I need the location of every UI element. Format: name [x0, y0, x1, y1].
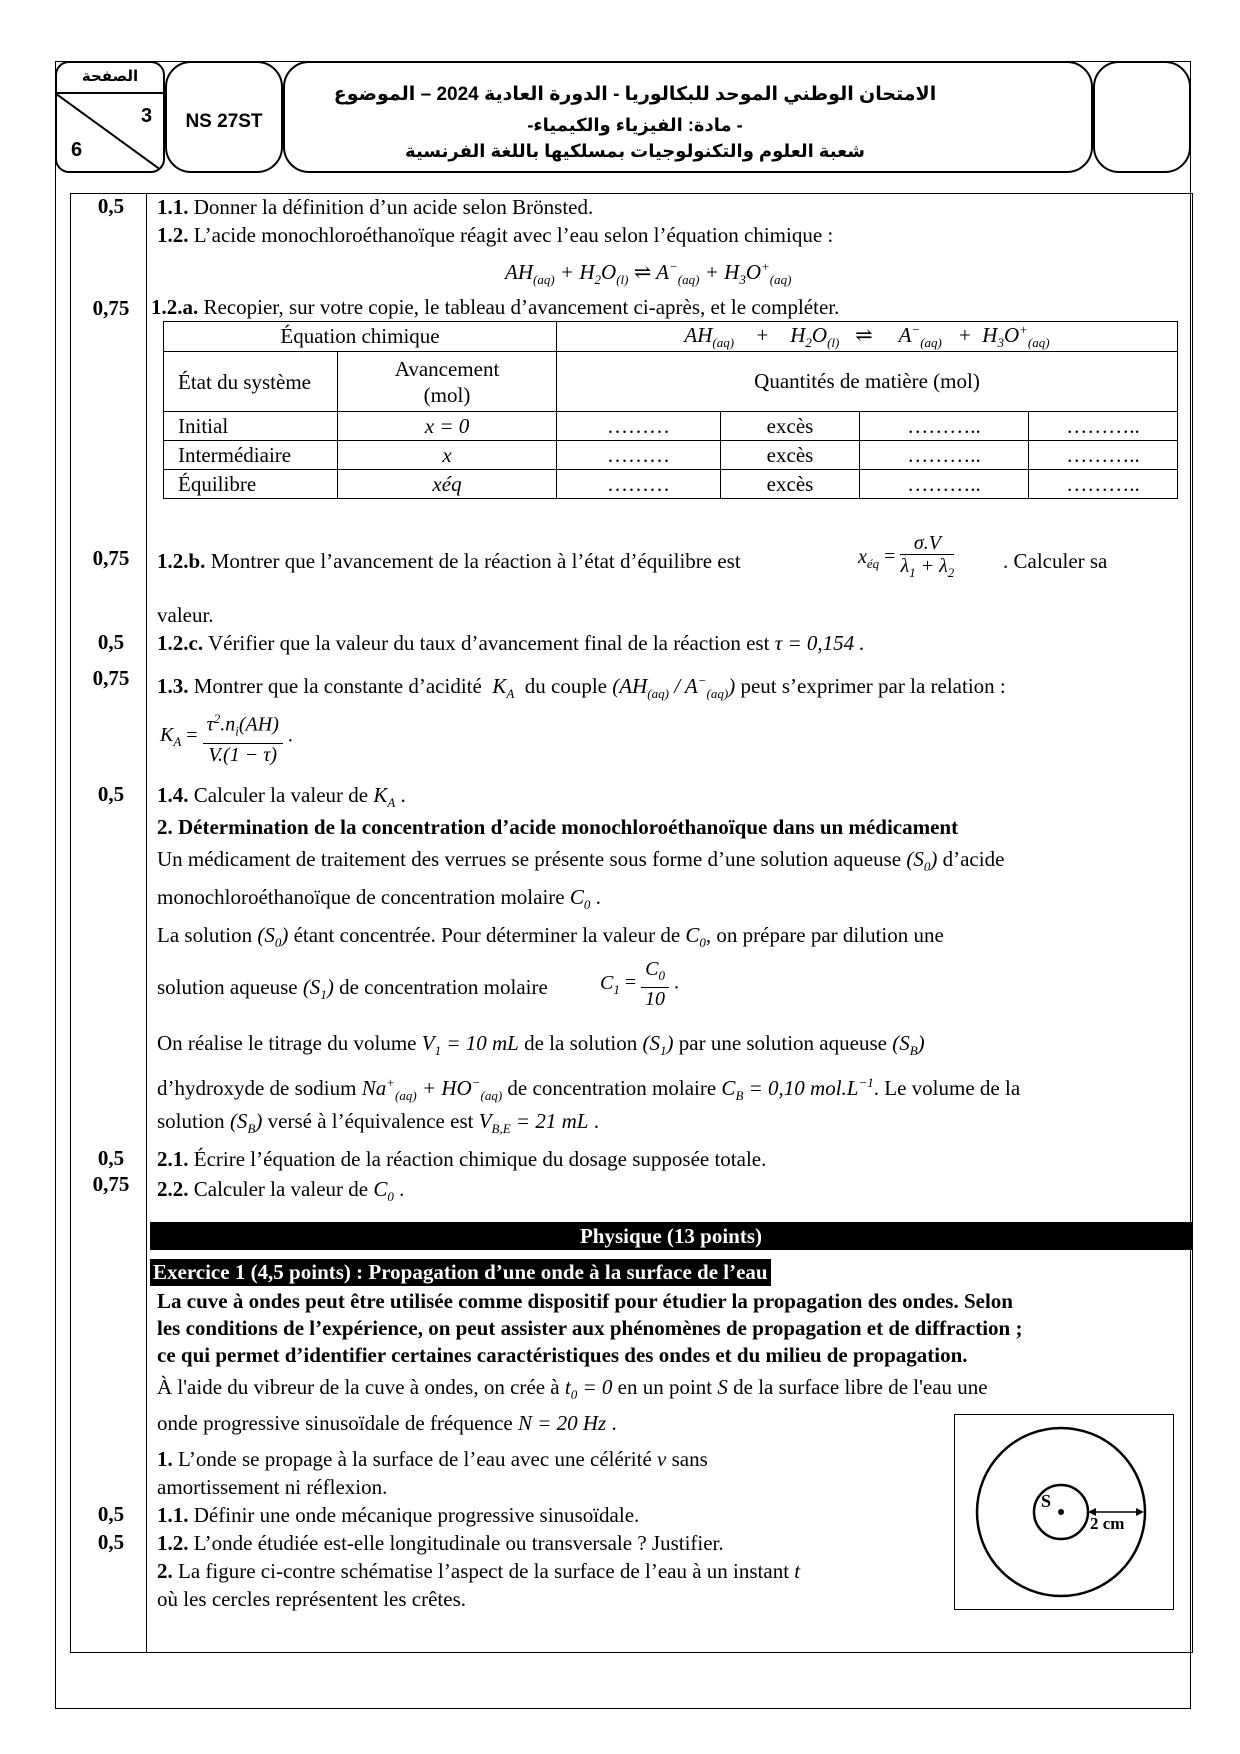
question-1-2b-continued: valeur.: [157, 603, 214, 627]
score: 0,5: [97, 1502, 125, 1526]
table-row: [164, 412, 1178, 441]
paragraph-line: onde progressive sinusoïdale de fréquence N = 20 Hz .: [157, 1411, 617, 1435]
table-header-reaction: $AH_{(aq)}$ + $H_2O_{(l)}$ ⇌ $A^-_{(aq)} + H_3O^+_{(aq)}$: [557, 322, 1178, 352]
table-cell: excès: [721, 441, 860, 470]
page-label: الصفحة: [81, 68, 139, 85]
question-1-1-physics: 1.1. Définir une onde mécanique progressive sinusoïdale.: [157, 1503, 640, 1527]
question-1-2b-end: . Calculer sa: [1003, 549, 1108, 573]
question-1-2b: 1.2.b. Montrer que l’avancement de la réaction à l’état d’équilibre est: [157, 549, 741, 573]
score: 0,5: [97, 782, 125, 806]
section-2-title: 2. Détermination de la concentration d’acide monochloroéthanoïque dans un médicament: [157, 815, 959, 839]
score: 0,5: [97, 630, 125, 654]
table-cell: ………..: [860, 441, 1029, 470]
source-label: S: [1041, 1491, 1052, 1511]
wave-figure: [954, 1414, 1174, 1610]
exam-title-line3: شعبة العلوم والتكنولوجيات بمسلكيها باللغة الفرنسية: [405, 141, 865, 161]
table-cell: ………..: [1029, 412, 1178, 441]
physics-banner: Physique (13 points): [150, 1222, 1192, 1250]
paragraph-line: d’hydroxyde de sodium $Na^+_{(aq)} + HO^-_{(aq)}$ de concentration molaire $C_B = 0,10$ $mol.L^{-1}$. Le volume de la: [157, 1075, 1021, 1104]
table-cell: ………: [557, 412, 721, 441]
paragraph-line: À l'aide du vibreur de la cuve à ondes, on crée à $t_0 = 0$ en un point S de la surface libre de l'eau une: [157, 1375, 988, 1403]
page-number: 3: [141, 105, 153, 127]
question-1-3: 1.3. Montrer que la constante d’acidité $K_A$ du couple $(AH_{(aq)} / A^-_{(aq)})$ peut s’exprimer par la relation :: [157, 673, 1006, 702]
exam-title-line2: - مادة: الفيزياء والكيمياء-: [527, 115, 743, 135]
paragraph-line: On réalise le titrage du volume $V_1 = 10$ mL de la solution $(S_1)$ par une solution aqueuse $(S_B)$: [157, 1031, 925, 1059]
exam-code: NS 27ST: [185, 111, 263, 132]
question-1: 1. L’onde se propage à la surface de l’eau avec une célérité v sans: [157, 1447, 708, 1471]
table-cell: ………..: [860, 470, 1029, 499]
reaction-equation: $AH_{(aq)} + H_2O_{(l)}$ ⇌ $A^-_{(aq)} + H_3O^+_{(aq)}$: [505, 259, 792, 288]
table-header-advancement: Avancement (mol): [338, 352, 557, 412]
ka-formula: $K_A$ = $\frac{\tau^2.n_i(AH)}{V.(1 - \tau)}$ .: [160, 708, 293, 766]
score: 0,5: [97, 194, 125, 218]
c1-formula: $C_1$ = $\frac{C_0}{10}$ .: [600, 958, 679, 1010]
x-eq-formula: $x_{éq}$ = $\frac{\sigma.V}{\lambda_1 + \lambda_2}$: [858, 532, 955, 580]
question-1-2a: 1.2.a. Recopier, sur votre copie, le tableau d’avancement ci-après, et le compléter.: [151, 295, 840, 319]
table-cell: excès: [721, 470, 860, 499]
question-2-continued: où les cercles représentent les crêtes.: [157, 1587, 467, 1611]
question-2-physics: 2. La figure ci-contre schématise l’aspect de la surface de l’eau à un instant t: [157, 1559, 801, 1583]
paragraph-line: La solution $(S_0)$ étant concentrée. Pour déterminer la valeur de $C_0$, on prépare par dilution une: [157, 923, 944, 951]
score: 0,75: [92, 296, 130, 320]
exam-title-line1: الامتحان الوطني الموحد للبكالوريا - الدورة العادية 2024 – الموضوع: [333, 84, 937, 105]
source-point: [1058, 1509, 1064, 1515]
score: 0,5: [97, 1530, 125, 1554]
table-cell: xéq: [338, 470, 557, 499]
exercise-1-title: Exercice 1 (4,5 points) : Propagation d’une onde à la surface de l’eau: [150, 1259, 771, 1286]
question-2-2: 2.2. Calculer la valeur de $C_0$ .: [157, 1177, 405, 1205]
score: 0,75: [92, 546, 130, 570]
progress-table: [163, 321, 1178, 499]
table-cell: ………..: [1029, 441, 1178, 470]
question-1-2: 1.2. L’acide monochloroéthanoïque réagit avec l’eau selon l’équation chimique :: [157, 223, 834, 247]
distance-label: 2 cm: [1090, 1514, 1125, 1533]
intro-line: ce qui permet d’identifier certaines caractéristiques des ondes et du milieu de propagation.: [157, 1343, 968, 1367]
table-header-quantities: Quantités de matière (mol): [557, 352, 1178, 412]
score-column-divider: [146, 193, 147, 1653]
table-row: [164, 470, 1178, 499]
wave-crests-diagram: [955, 1415, 1173, 1609]
table-header-state: État du système: [164, 352, 338, 412]
table-cell: Intermédiaire: [164, 441, 338, 470]
table-cell: x: [338, 441, 557, 470]
question-1-continued: amortissement ni réflexion.: [157, 1475, 388, 1499]
table-header-equation: Équation chimique: [164, 322, 557, 352]
table-cell: ………..: [1029, 470, 1178, 499]
question-1-2c: 1.2.c. Vérifier que la valeur du taux d’avancement final de la réaction est τ = 0,154 .: [157, 631, 865, 655]
score: 0,75: [92, 1172, 130, 1196]
question-1-1: 1.1. Donner la définition d’un acide selon Brönsted.: [157, 195, 594, 219]
intro-line: La cuve à ondes peut être utilisée comme dispositif pour étudier la propagation des ondes. Selon: [157, 1289, 1013, 1313]
question-1-4: 1.4. Calculer la valeur de $K_A$ .: [157, 783, 406, 811]
question-1-2-physics: 1.2. L’onde étudiée est-elle longitudinale ou transversale ? Justifier.: [157, 1531, 724, 1555]
table-cell: excès: [721, 412, 860, 441]
question-2-1: 2.1. Écrire l’équation de la réaction chimique du dosage supposée totale.: [157, 1147, 767, 1171]
intro-line: les conditions de l’expérience, on peut assister aux phénomènes de propagation et de diffraction ;: [157, 1316, 1023, 1340]
paragraph-line: solution $(S_B)$ versé à l’équivalence est $V_{B,E} = 21$ mL .: [157, 1109, 599, 1137]
table-row: [164, 441, 1178, 470]
total-pages: 6: [71, 139, 83, 161]
score: 0,75: [92, 666, 130, 690]
paragraph-line: monochloroéthanoïque de concentration molaire $C_0$ .: [157, 885, 601, 913]
table-cell: Initial: [164, 412, 338, 441]
score: 0,5: [97, 1146, 125, 1170]
paragraph-line: Un médicament de traitement des verrues se présente sous forme d’une solution aqueuse $(S_0)$ d’acide: [157, 847, 1005, 875]
table-cell: ………: [557, 441, 721, 470]
table-cell: ………..: [860, 412, 1029, 441]
table-cell: ………: [557, 470, 721, 499]
table-cell: x = 0: [338, 412, 557, 441]
table-cell: Équilibre: [164, 470, 338, 499]
paragraph-line: solution aqueuse $(S_1)$ de concentration molaire: [157, 975, 548, 1003]
